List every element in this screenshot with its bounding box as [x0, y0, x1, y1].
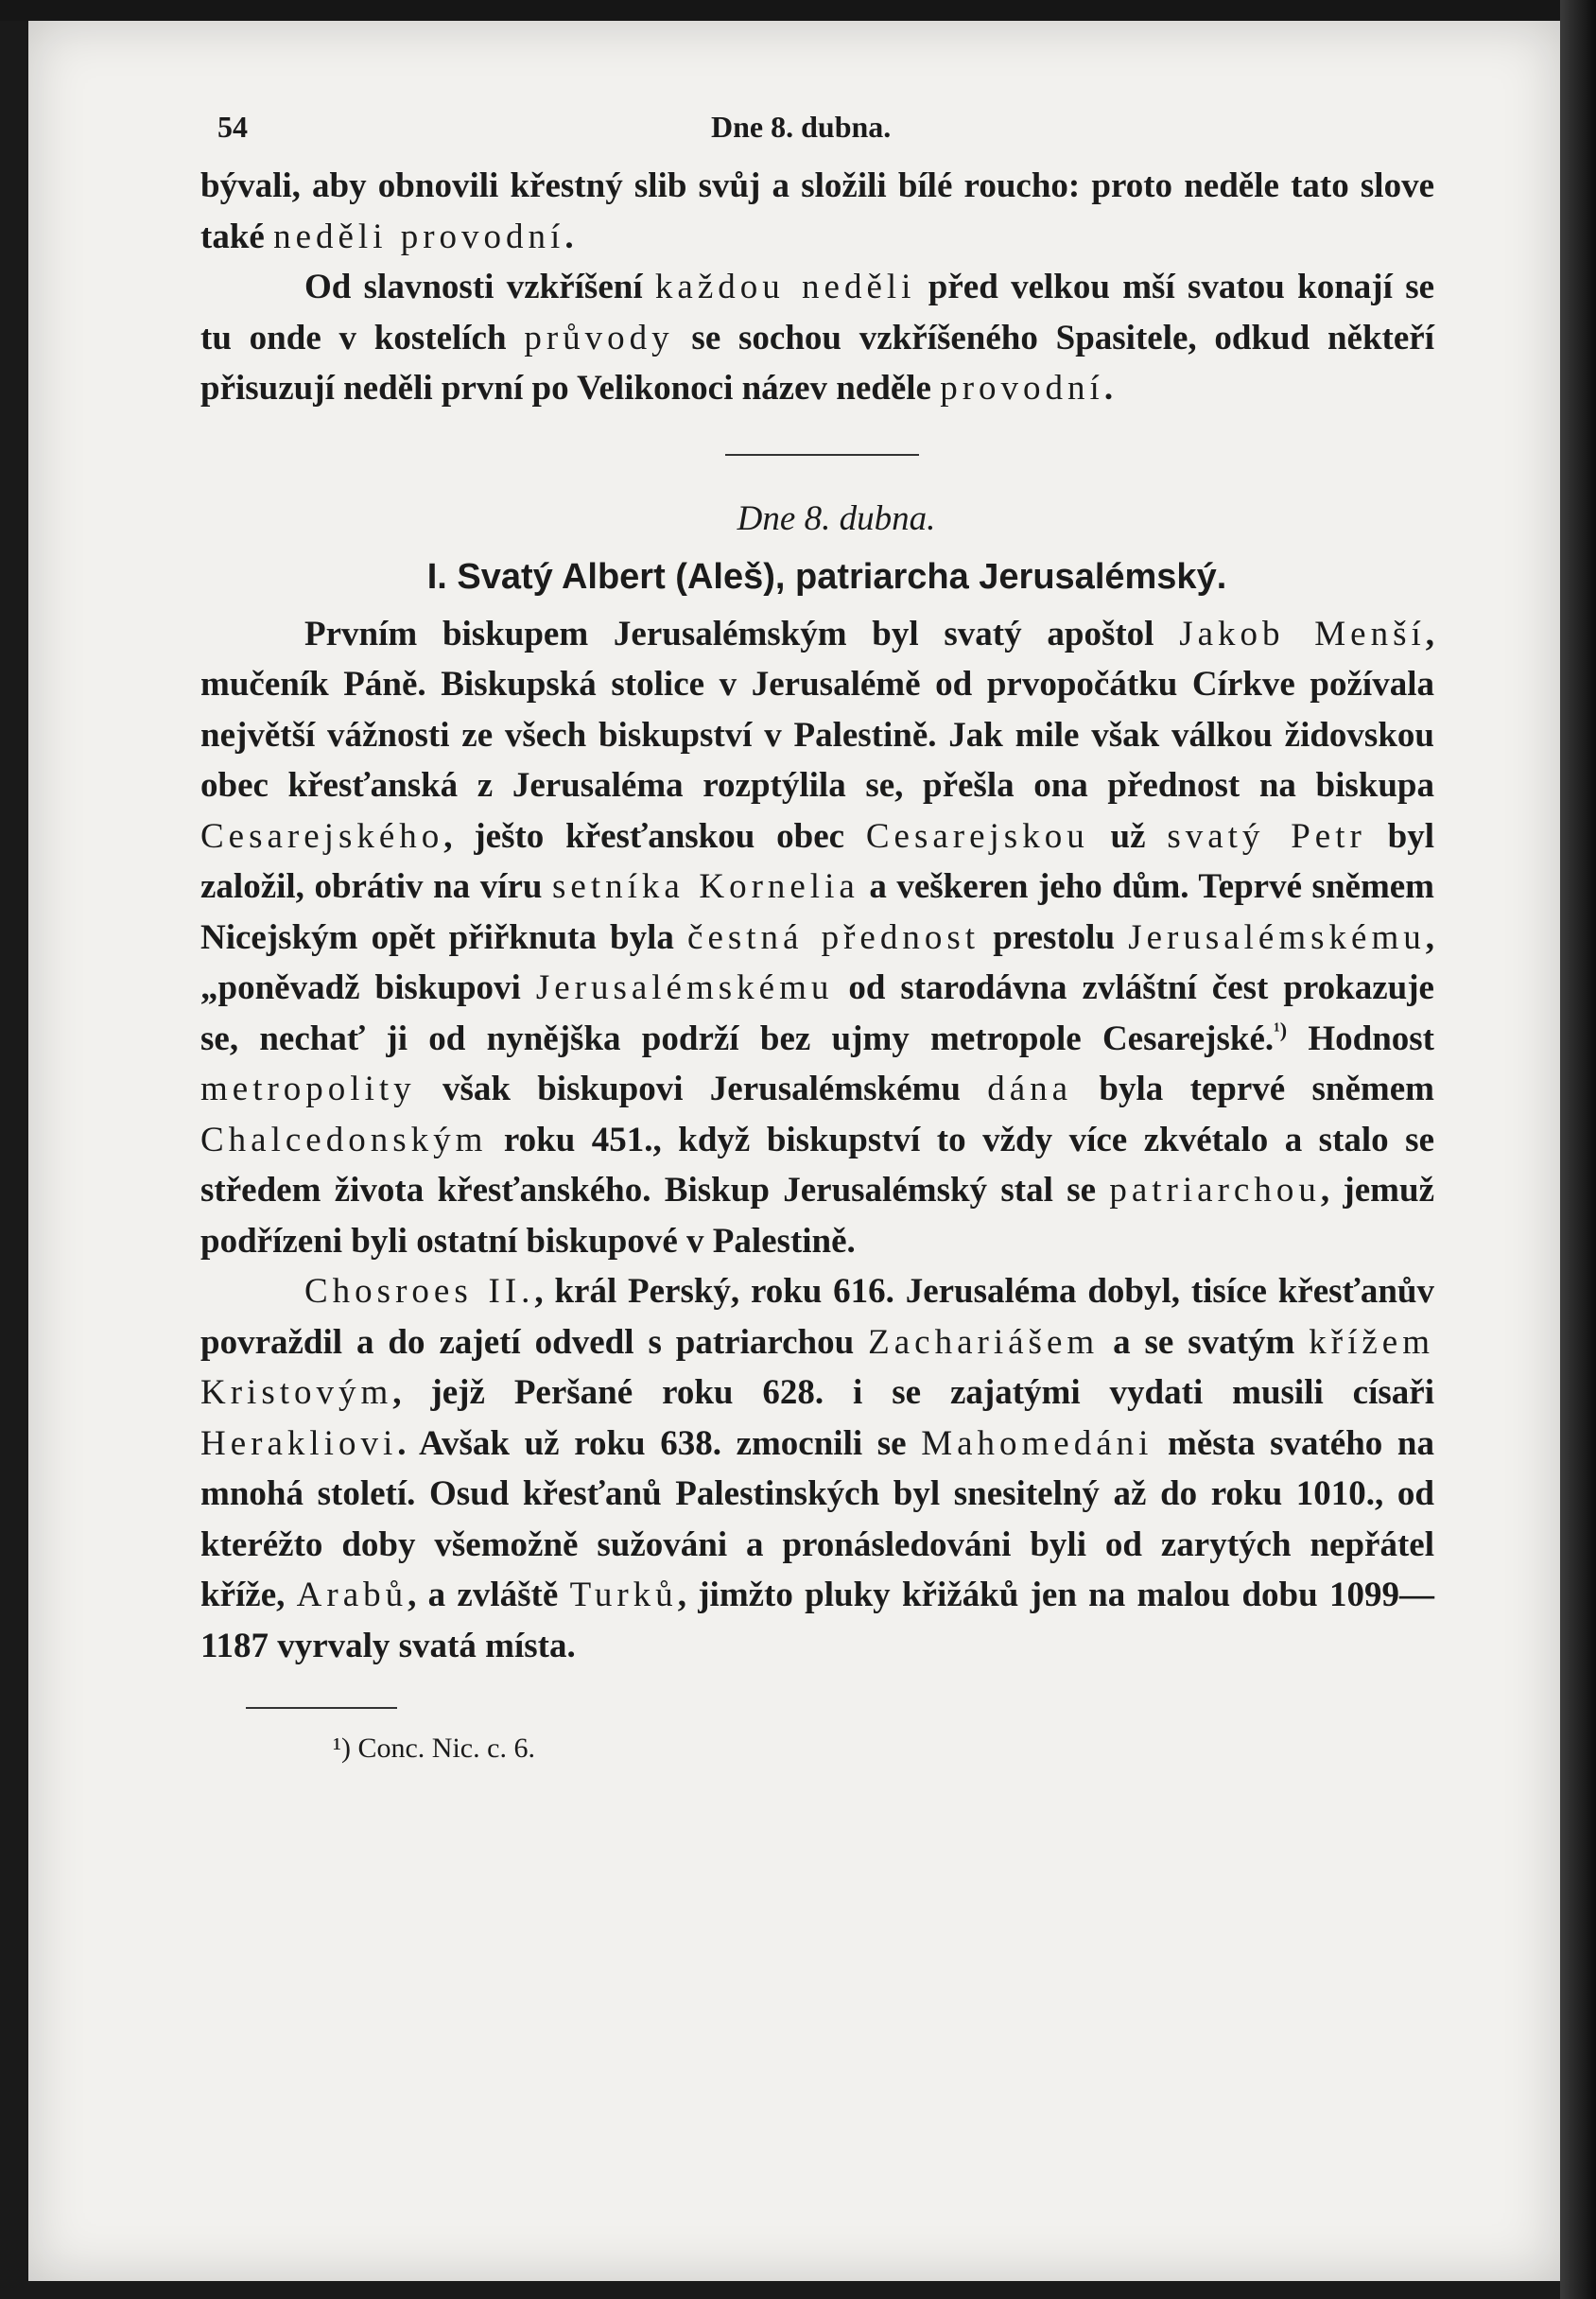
emphasis-text: Herakliovi — [200, 1423, 398, 1463]
text-run: , a zvláště — [408, 1576, 570, 1614]
running-title: Dne 8. dubna. — [711, 110, 892, 144]
intro-paragraph-1 — [200, 161, 1434, 262]
body-paragraph-2 — [200, 1266, 1434, 1671]
footnote-marker: ¹) — [1274, 1018, 1288, 1042]
text-run: před velkou mší svatou konají se tu onde v kostelích — [200, 268, 1435, 357]
footnote: ¹) Conc. Nic. c. 6. — [333, 1733, 535, 1764]
emphasis-text: Jerusalémskému — [535, 968, 834, 1007]
scan-top-edge — [0, 0, 1596, 21]
emphasis-text: čestná přednost — [687, 917, 980, 957]
text-run: . Avšak už roku 638. zmocnili se — [397, 1423, 922, 1463]
emphasis-text: Jakob Menší — [1179, 614, 1426, 653]
emphasis-text: křížem Kristovým — [200, 1322, 1434, 1412]
text-run: , „poněvadž biskupovi — [200, 917, 1434, 1007]
text-run: , mučeník Páně. Biskupská stolice v Jerusalémě od prvopočátku Církve požívala největší vážnosti ze všech biskupství v Palestině. Jak mile však válkou židovskou obec křesťanská z Jerusaléma rozptýlila se, přešla ona přednost na biskupa — [200, 614, 1434, 805]
emphasis-text: Jerusalémskému — [1128, 917, 1426, 957]
text-run: . — [1103, 369, 1114, 408]
page-number: 54 — [217, 110, 248, 144]
text-run: se sochou vzkříšeného Spasitele, odkud někteří přisuzují neděli první po Velikonoci název neděle — [200, 318, 1435, 408]
emphasis-text: Cesarejskou — [865, 816, 1089, 856]
running-header — [200, 104, 1434, 161]
section-divider — [725, 454, 919, 456]
text-run: . — [564, 217, 574, 256]
page-content — [200, 104, 1434, 1768]
emphasis-text: Mahomedáni — [921, 1423, 1154, 1463]
emphasis-text: patriarchou — [1109, 1171, 1321, 1210]
emphasis-text: provodní — [940, 369, 1104, 408]
text-run: od starodávna zvláštní čest prokazuje se, nechať ji od nynějška podrží bez ujmy metropole Cesarejské. — [200, 968, 1434, 1058]
body-paragraph-1 — [200, 609, 1434, 1267]
emphasis-text: Arabů — [296, 1576, 408, 1614]
text-run: Od slavnosti vzkříšení — [304, 268, 655, 306]
emphasis-text: Chalcedonským — [200, 1120, 488, 1159]
emphasis-text: svatý Petr — [1167, 816, 1366, 856]
intro-paragraph-2 — [200, 262, 1434, 414]
text-run: Prvním biskupem Jerusalémským byl svatý apoštol — [304, 614, 1180, 653]
emphasis-text: každou neděli — [654, 268, 916, 306]
emphasis-text: Zachariášem — [868, 1322, 1100, 1362]
text-run: však biskupovi Jerusalémskému — [415, 1070, 988, 1108]
footnote-rule — [246, 1707, 397, 1709]
emphasis-text: setníka Kornelia — [552, 867, 859, 906]
body-text — [200, 609, 1434, 1672]
text-run: prestolu — [980, 917, 1129, 957]
text-run: a se svatým — [1099, 1322, 1310, 1362]
text-run: , král Perský, roku 616. Jerusaléma dobyl, tisíce křesťanův povraždil a do zajetí odvedl s patriarchou — [200, 1272, 1434, 1362]
text-run: roku 451., když biskupství to vždy více zkvétalo a stalo se středem života křesťanského. Biskup Jerusalémský stal se — [200, 1120, 1434, 1210]
text-run: byla teprvé sněmem — [1072, 1070, 1434, 1108]
emphasis-text: metropolity — [200, 1070, 416, 1108]
text-run: a veškeren jeho dům. Teprvé sněmem Nicejským opět přiřknuta byla — [200, 867, 1435, 957]
text-run: města svatého na mnohá století. Osud křesťanů Palestinských byl snesitelný až do roku 1010., od kteréžto doby všemožně sužováni a pronásledováni byli od zarytých nepřátel kříže, — [200, 1423, 1434, 1614]
text-run: , jimžto pluky křižáků jen na malou dobu 1099—1187 vyrvaly svatá místa. — [200, 1576, 1434, 1665]
section-heading: I. Svatý Albert (Aleš), patriarcha Jerusalémský. — [426, 556, 1227, 597]
emphasis-text: dána — [987, 1070, 1073, 1108]
text-run: Hodnost — [1287, 1019, 1434, 1058]
text-run: už — [1088, 816, 1168, 856]
emphasis-text: Chosroes II. — [304, 1272, 535, 1311]
date-heading: Dne 8. dubna. — [737, 498, 936, 538]
emphasis-text: neděli provodní — [273, 217, 565, 256]
text-run: , ješto křesťanskou obec — [443, 816, 866, 856]
text-run: , jemuž podřízeni byli ostatní biskupové v Palestině. — [200, 1171, 1434, 1261]
text-run: byl založil, obrátiv na víru — [200, 816, 1435, 906]
intro-text — [200, 161, 1434, 414]
emphasis-text: průvody — [524, 318, 674, 357]
text-run: bývali, aby obnovili křestný slib svůj a složili bílé roucho: proto neděle tato slove také — [200, 166, 1434, 256]
emphasis-text: Turků — [569, 1576, 678, 1614]
emphasis-text: Cesarejského — [200, 816, 444, 856]
text-run: , jejž Peršané roku 628. i se zajatými vydati musili císaři — [392, 1373, 1434, 1412]
scan-right-edge — [1560, 0, 1596, 2299]
